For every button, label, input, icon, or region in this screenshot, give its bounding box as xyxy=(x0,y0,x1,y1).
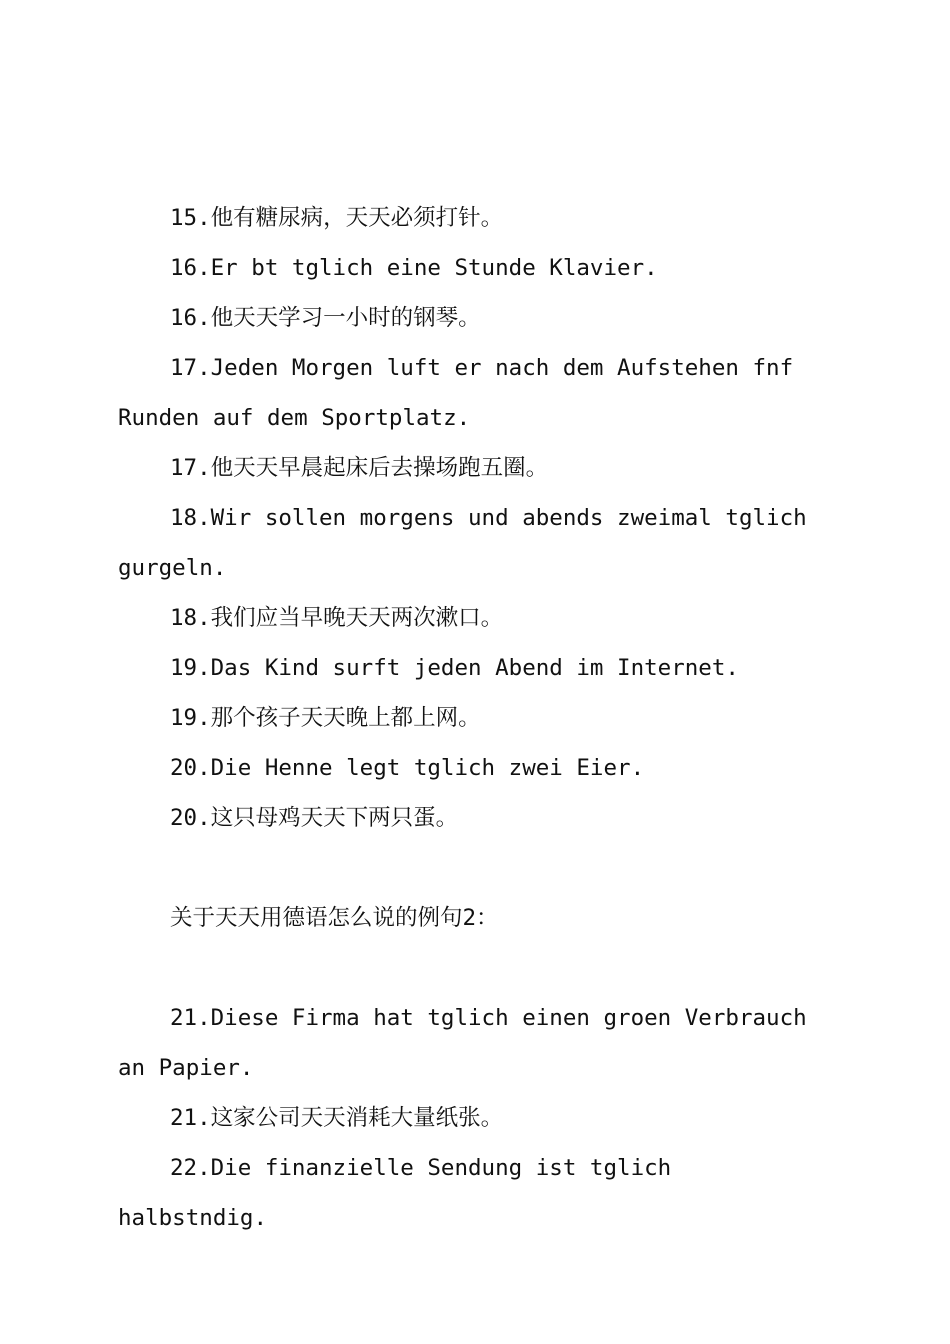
paragraph-18-de: 18.Wir sollen morgens und abends zweimal tglich gurgeln. xyxy=(118,505,807,581)
paragraph-17-zh: 17.他天天早晨起床后去操场跑五圈。 xyxy=(170,455,549,481)
paragraph-19-zh: 19.那个孩子天天晚上都上网。 xyxy=(170,705,481,731)
paragraph-17-de: 17.Jeden Morgen luft er nach dem Aufstehen fnf Runden auf dem Sportplatz. xyxy=(118,355,794,431)
section-heading: 关于天天用德语怎么说的例句2： xyxy=(170,905,499,931)
paragraph-19-de: 19.Das Kind surft jeden Abend im Internet. xyxy=(170,655,739,681)
paragraph-20-zh: 20.这只母鸡天天下两只蛋。 xyxy=(170,805,459,831)
paragraph-20-de: 20.Die Henne legt tglich zwei Eier. xyxy=(170,755,645,781)
paragraph-21-de: 21.Diese Firma hat tglich einen groen Verbrauch an Papier. xyxy=(118,1005,807,1081)
blank-line xyxy=(118,943,818,993)
document-body xyxy=(118,193,818,1243)
paragraph-16-zh: 16.他天天学习一小时的钢琴。 xyxy=(170,305,481,331)
paragraph-21-zh: 21.这家公司天天消耗大量纸张。 xyxy=(170,1105,504,1131)
paragraph-16-de: 16.Er bt tglich eine Stunde Klavier. xyxy=(170,255,658,281)
blank-line xyxy=(118,843,818,893)
paragraph-15-zh: 15.他有糖尿病，天天必须打针。 xyxy=(170,205,504,231)
paragraph-18-zh: 18.我们应当早晚天天两次漱口。 xyxy=(170,605,504,631)
paragraph-22-de: 22.Die finanzielle Sendung ist tglich halbstndig. xyxy=(118,1155,672,1231)
